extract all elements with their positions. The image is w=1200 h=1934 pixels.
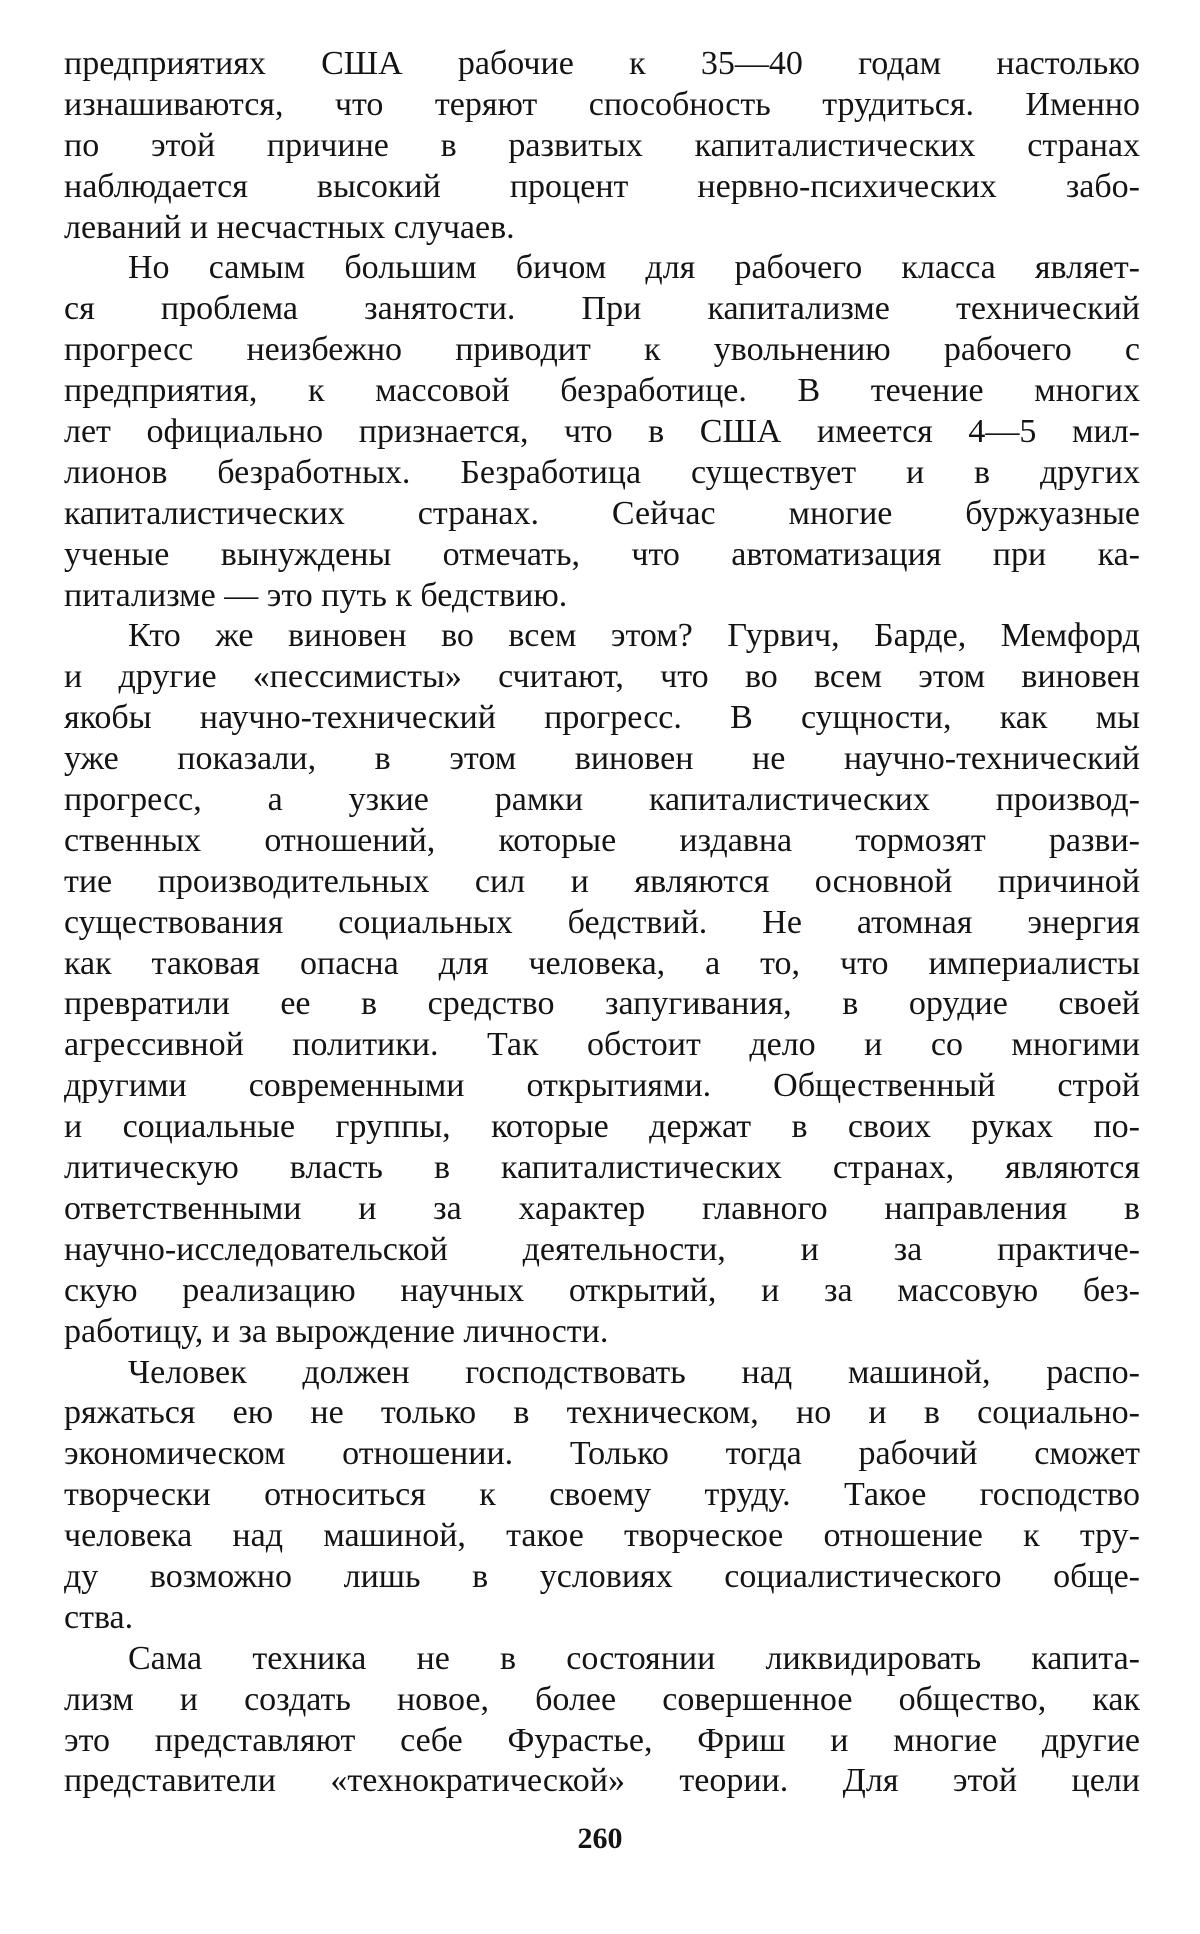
text-line: прогресс, а узкие рамки капиталистических производ- xyxy=(64,781,1140,819)
text-line: лет официально признается, что в США имеется 4—5 мил- xyxy=(64,413,1140,451)
text-line: якобы научно-технический прогресс. В сущности, как мы xyxy=(64,699,1140,737)
text-line: экономическом отношении. Только тогда рабочий сможет xyxy=(64,1435,1140,1473)
paragraph-2 xyxy=(64,248,1140,616)
paragraph-5 xyxy=(64,1639,1140,1803)
text-line: Человек должен господствовать над машиной, распо- xyxy=(128,1353,1140,1391)
text-line: творчески относиться к своему труду. Такое господство xyxy=(64,1476,1140,1514)
text-line: работицу, и за вырождение личности. xyxy=(64,1312,609,1350)
text-line: прогресс неизбежно приводит к увольнению рабочего с xyxy=(64,331,1140,369)
text-line: Кто же виновен во всем этом? Гурвич, Барде, Мемфорд xyxy=(128,617,1140,655)
text-line: Но самым большим бичом для рабочего класса являет- xyxy=(128,249,1140,287)
text-line: представители «технократической» теории. Для этой цели xyxy=(64,1762,1140,1800)
text-line: по этой причине в развитых капиталистических странах xyxy=(64,126,1140,164)
text-line: и социальные группы, которые держат в своих руках по- xyxy=(64,1108,1140,1146)
text-line: наблюдается высокий процент нервно-психических забо- xyxy=(64,167,1140,205)
text-line: лизм и создать новое, более совершенное общество, как xyxy=(64,1680,1140,1718)
text-line: лионов безработных. Безработица существует и в других xyxy=(64,453,1140,491)
text-line: научно-исследовательской деятельности, и за практиче- xyxy=(64,1230,1140,1268)
text-line: капиталистических странах. Сейчас многие буржуазные xyxy=(64,494,1140,532)
text-line: другими современными открытиями. Общественный строй xyxy=(64,1067,1140,1105)
text-line: превратили ее в средство запугивания, в орудие своей xyxy=(64,985,1140,1023)
text-line: агрессивной политики. Так обстоит дело и со многими xyxy=(64,1026,1140,1064)
text-line: существования социальных бедствий. Не атомная энергия xyxy=(64,903,1140,941)
text-line: ответственными и за характер главного направления в xyxy=(64,1189,1140,1227)
text-line: питализме — это путь к бедствию. xyxy=(64,576,568,614)
text-line: это представляют себе Фурастье, Фриш и многие другие xyxy=(64,1721,1140,1759)
page-text xyxy=(64,44,1140,1802)
text-line: и другие «пессимисты» считают, что во всем этом виновен xyxy=(64,658,1140,696)
page-number: 260 xyxy=(577,1822,623,1855)
text-line: ся проблема занятости. При капитализме технический xyxy=(64,290,1140,328)
text-line: ства. xyxy=(64,1598,134,1636)
text-line: предприятиях США рабочие к 35—40 годам настолько xyxy=(64,45,1140,82)
text-line: литическую власть в капиталистических странах, являются xyxy=(64,1149,1140,1187)
text-line: уже показали, в этом виновен не научно-технический xyxy=(64,740,1140,778)
paragraph-4 xyxy=(64,1353,1140,1639)
text-line: человека над машиной, такое творческое отношение к тру- xyxy=(64,1517,1140,1555)
text-line: тие производительных сил и являются основной причиной xyxy=(64,862,1140,900)
text-line: предприятия, к массовой безработице. В течение многих xyxy=(64,372,1140,410)
text-line: как таковая опасна для человека, а то, что империалисты xyxy=(64,944,1140,982)
paragraph-3 xyxy=(64,616,1140,1352)
text-line: ученые вынуждены отмечать, что автоматизация при ка- xyxy=(64,535,1140,573)
text-line: изнашиваются, что теряют способность трудиться. Именно xyxy=(64,85,1140,123)
text-line: ду возможно лишь в условиях социалистического обще- xyxy=(64,1557,1140,1595)
paragraph-1 xyxy=(64,44,1140,248)
text-line: скую реализацию научных открытий, и за массовую без- xyxy=(64,1271,1140,1309)
text-line: Сама техника не в состоянии ликвидировать капита- xyxy=(128,1639,1140,1677)
text-line: ряжаться ею не только в техническом, но и в социально- xyxy=(64,1394,1140,1432)
text-line: ственных отношений, которые издавна тормозят разви- xyxy=(64,821,1140,859)
text-line: леваний и несчастных случаев. xyxy=(64,208,515,246)
